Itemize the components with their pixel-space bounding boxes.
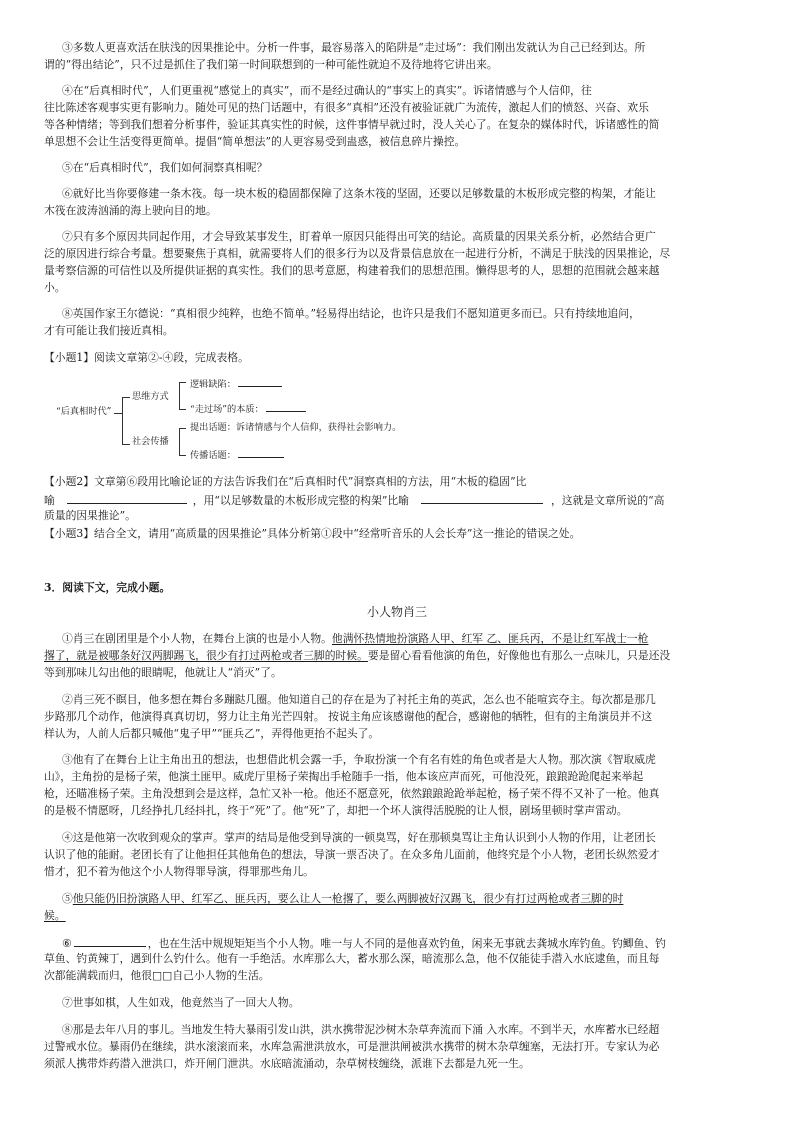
para-8-line-2: 才有可能让我们接近真相。: [44, 324, 174, 337]
story-p3-line-1: ③他有了在舞台上让主角出丑的想法，也想借此机会露一手，争取扮演一个有名有姓的角色或者是大人物。那次演《智取威虎: [62, 753, 656, 766]
diagram-item-logic-flaw: 逻辑缺陷：: [190, 376, 282, 391]
underlined-sentence-1: 他满怀热情地扮演路人甲、红军 乙、匪兵丙，不是让红军战士一枪: [331, 632, 649, 645]
answer-blank-1[interactable]: [67, 491, 187, 504]
story-p3-line-3: 枪，还瞄准杨子荣。主角没想到会是这样，急忙又补一枪。他还不愿意死，依然踉踉跄跄举起枪，杨子荣不得不又补了一枪。他真: [44, 787, 660, 800]
diagram-root-connector: [114, 413, 122, 414]
question-2-line-2: 喻 ，用“以足够数量的木板形成完整的构架”比喻 ，这就是文章所说的“高: [44, 491, 760, 508]
story-p8-line-2: 过警戒水位。暴雨仍在继续，洪水滚滚而来，水库急需泄洪放水，可是泄洪闸被洪水携带的树木杂草缠塞，无法打开。专家认为必: [44, 1040, 660, 1053]
story-title: 小人物肖三: [366, 605, 427, 619]
para-5: ⑤在“后真相时代”，我们如何洞察真相呢？: [62, 161, 268, 174]
para-4-line-2: 往比陈述客观事实更有影响力。随处可见的热门话题中，有很多“真相”还没有被验证就广为流传，激起人们的愤怒、兴奋、欢乐: [44, 101, 649, 114]
story-p1-line-3: 等到那味儿勾出他的眼睛呢，他就让人“消灭”了。: [44, 666, 282, 679]
story-p4-line-1: ④这是他第一次收到观众的掌声。掌声的结局是他受到导演的一顿臭骂，好在那顿臭骂让主角认识到小人物的作用，让老团长: [62, 831, 656, 844]
diagram-root: “后真相时代”: [56, 406, 112, 417]
para-4-line-1: ④在“后真相时代”，人们更重视“感觉上的真实”，而不是经过确认的“事实上的真实”。诉诸情感与个人信仰，往: [62, 84, 592, 97]
story-p2-line-3: 样认为，人前人后都只喊他“鬼子甲”“匪兵乙”，弄得他更抬不起头了。: [44, 727, 380, 740]
diagram-bracket-spread: [179, 428, 186, 456]
question-2-line-1: 【小题2】文章第⑥段用比喻论证的方法告诉我们在“后真相时代”洞察真相的方法，用“木板的稳固”比: [44, 475, 527, 488]
para-7-line-2: 泛的原因进行综合考量。想要聚焦于真相，就需要将人们的很多行为以及背景信息放在一起进行分析，不满足于肤浅的因果推论，尽: [44, 247, 671, 260]
story-p5-line-2: 候。: [44, 909, 66, 922]
diagram-branch-thinking: 思维方式: [132, 391, 169, 402]
story-p1-line-1: ①肖三在剧团里是个小人物，在舞台上演的也是小人物。他满怀热情地扮演路人甲、红军 乙、匪兵丙，不是让红军战士一枪: [62, 632, 649, 645]
fill-blank-p6[interactable]: [74, 934, 146, 947]
para-4-line-3: 等各种情绪；等到我们想着分析事件，验证其真实性的时候，这件事情早就过时，没人关心了。在复杂的媒体时代，诉诸感性的简: [44, 118, 660, 131]
story-p7: ⑦世事如棋，人生如戏，他竟然当了一回大人物。: [62, 996, 300, 1009]
para-7-line-1: ⑦只有多个原因共同起作用，才会导致某事发生，盯着单一原因只能得出可笑的结论。高质量的因果关系分析，必然结合更广: [62, 230, 656, 243]
question-3: 【小题3】结合全文，请用“高质量的因果推论”具体分析第①段中“经常听音乐的人会长寿”这一推论的错误之处。: [44, 527, 581, 540]
story-p2-line-1: ②肖三死不瞑目，他多想在舞台多蹦跶几圈。他知道自己的存在是为了衬托主角的英武，怎么也不能喧宾夺主。每次都是那几: [62, 693, 656, 706]
story-p3-line-2: 山》，主角扮的是杨子荣，他演土匪甲。威虎厅里杨子荣掏出手枪随手一指，他本该应声而死，可他没死，踉踉跄跄爬起来举起: [44, 770, 644, 783]
story-p8-line-3: 须派人携带炸药潜入泄洪口，炸开闸门泄洪。水底暗流涌动，杂草树枝缠绕，派谁下去都是九死一生。: [44, 1057, 530, 1070]
answer-blank-2[interactable]: [421, 491, 543, 504]
story-p5-line-1: ⑤他只能仍旧扮演路人甲、红军乙、匪兵丙，要么让人一枪撂了，要么两脚被好汉踢飞，很少有打过两枪或者三脚的时: [62, 892, 624, 905]
story-p6-line-3: 次都能满载而归，他很□□自己小人物的生活。: [44, 969, 270, 982]
para-8-line-1: ⑧英国作家王尔德说：“真相很少纯粹，也绝不简单。”轻易得出结论，也许只是我们不愿知道更多而已。只有持续地追问，: [62, 307, 640, 320]
diagram-item-spread-topic: 传播话题：: [190, 447, 284, 462]
story-p6-line-2: 草鱼、钓黄辣丁，遇到什么钓什么。他有一手绝活。水库那么大，蓄水那么深，暗流那么急，他不仅能徒手潜入水底逮鱼，而且每: [44, 952, 660, 965]
section-3-heading: 3．阅读下文，完成小题。: [44, 581, 171, 594]
question-1-label: 【小题1】阅读文章第②-④段，完成表格。: [44, 351, 249, 364]
para-6-line-1: ⑥就好比当你要修建一条木筏。每一块木板的稳固都保障了这条木筏的坚固，还要以足够数量的木板形成完整的构架，才能让: [62, 187, 656, 200]
para-3-line-1: ③多数人更喜欢活在肤浅的因果推论中。分析一件事，最容易落入的陷阱是“走过场”：我们刚出发就认为自己已经到达。所: [62, 41, 646, 54]
diagram-branch-spread: 社会传播: [132, 436, 169, 447]
diagram-root-bracket: [122, 397, 130, 445]
diagram-item-raise-topic: 提出话题：诉诸情感与个人信仰，获得社会影响力。: [190, 422, 402, 433]
para-7-line-4: 小。: [44, 281, 66, 294]
para-7-line-3: 量考察信源的可信性以及所提供证据的真实性。我们的思考意愿，构建着我们的思想范围。懒得思考的人，思想的范围就会越来越: [44, 264, 660, 277]
story-p1-line-2: 撂了，就是被哪条好汉两脚踢飞，很少有打过两枪或者三脚的时候。要是留心看看他演的角色，好像他也有那么一点味儿，只是还没: [44, 649, 671, 662]
diagram-bracket-thinking: [179, 382, 186, 410]
story-p4-line-2: 认识了他的能耐。老团长有了让他担任其他角色的想法，导演一票否决了。在众多角儿面前，他终究是个小人物，老团长纵然爱才: [44, 848, 660, 861]
diagram-item-essence: “走过场”的本质：: [190, 401, 306, 416]
underlined-sentence-2: 他只能仍旧扮演路人甲、红军乙、匪兵丙，要么让人一枪撂了，要么两脚被好汉踢飞，很少有打过两枪或者三脚的时: [72, 892, 624, 905]
story-p3-line-4: 的是极不情愿呀，几经挣扎几经抖扎，终于“死”了。他“死”了，却把一个坏人演得活脱脱的让人恨，剧场里顿时掌声雷动。: [44, 804, 628, 817]
story-p8-line-1: ⑧那是去年八月的事儿。当地发生特大暴雨引发山洪，洪水携带泥沙树木杂草奔流而下涌 入水库。不到半天，水库蓄水已经超: [62, 1023, 660, 1036]
story-p2-line-2: 步路那几个动作，他演得真真切切，努力让主角光芒四射。 按说主角应该感谢他的配合，感谢他的牺牲，但有的主角演员并不这: [44, 710, 653, 723]
story-p6-line-1: ⑥ ，也在生活中规规矩矩当个小人物。唯一与人不同的是他喜欢钓鱼，闲来无事就去龚城水库钓鱼。钓鲫鱼、钓: [62, 934, 760, 951]
question-2-line-3: 质量的因果推论”。: [44, 509, 136, 522]
story-p4-line-3: 惜才，犯不着为他这个小人物得罪导演，得罪那些角儿。: [44, 865, 314, 878]
para-4-line-4: 单思想不会让生活变得更简单。提倡“简单想法”的人更容易受到蛊惑，被信息碎片操控。: [44, 135, 466, 148]
para-3-line-2: 谓的“得出结论”，只不过是抓住了我们第一时间联想到的一种可能性就迫不及待地将它讲出来。: [44, 58, 498, 71]
para-6-line-2: 木筏在波涛汹涌的海上驶向目的地。: [44, 204, 217, 217]
